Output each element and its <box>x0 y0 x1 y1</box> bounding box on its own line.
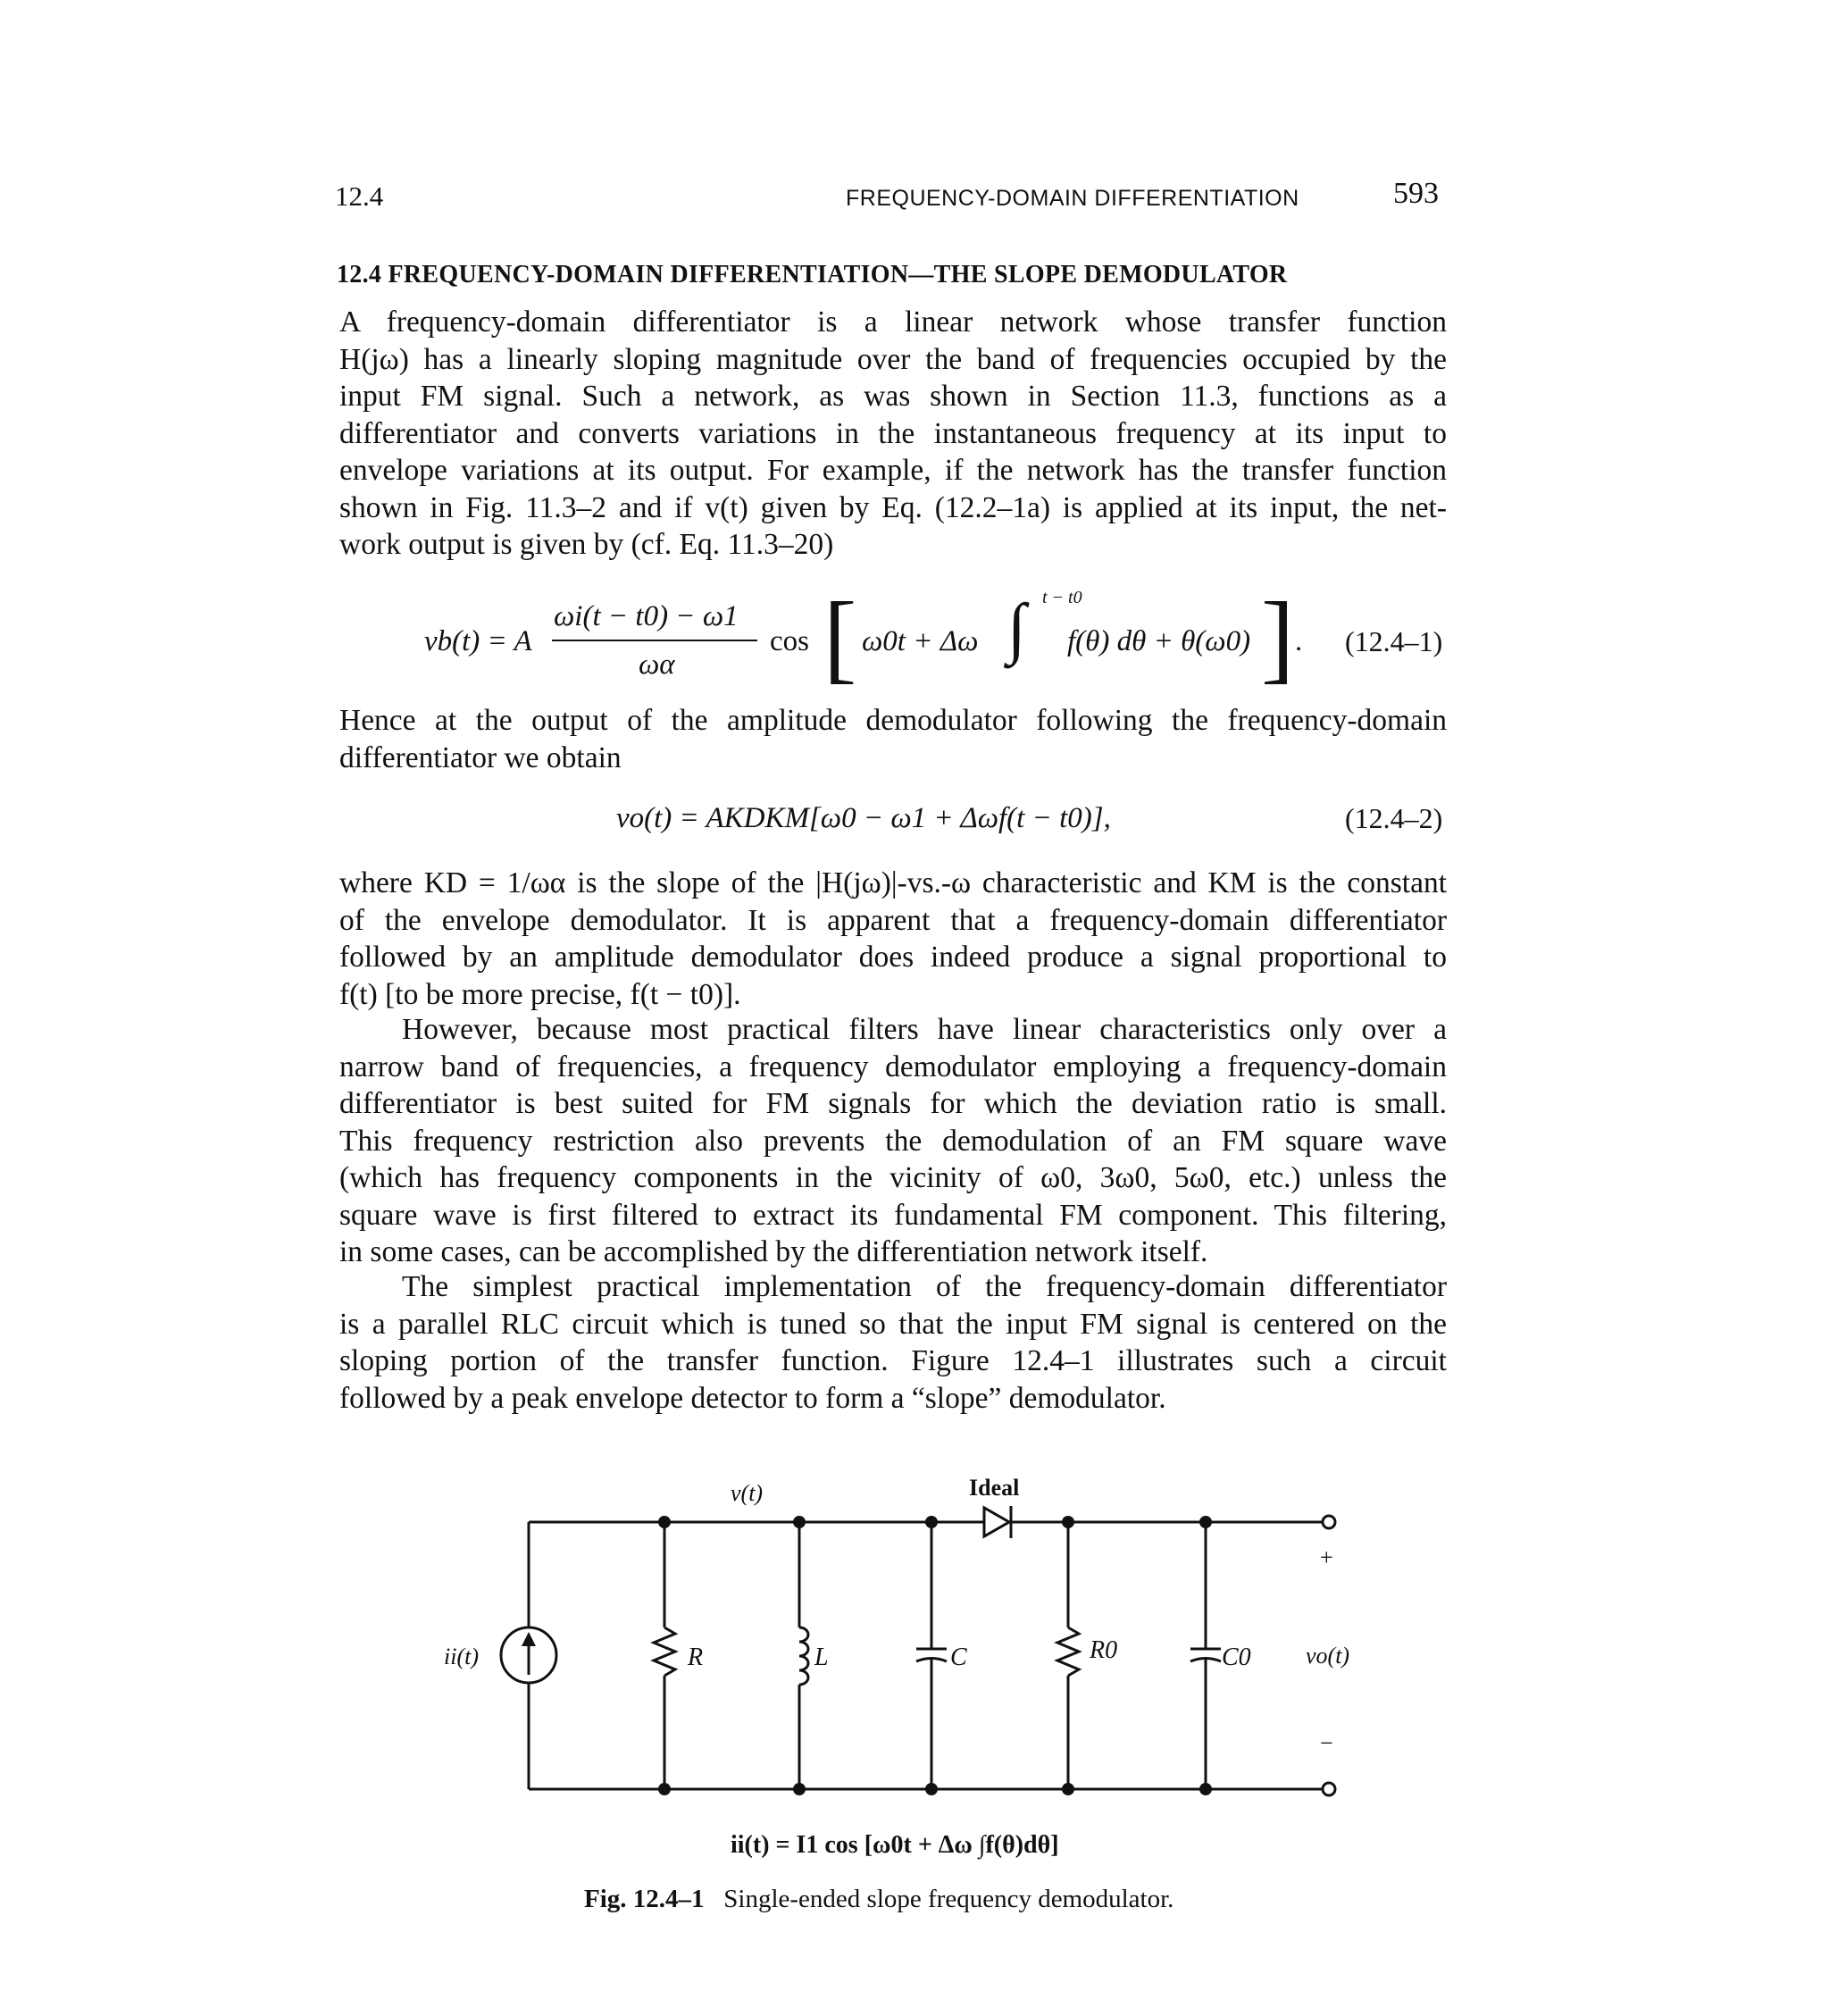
text-line: shown in Fig. 11.3–2 and if v(t) given by Eq. (12.2–1a) is applied at its input, the net- <box>339 490 1447 524</box>
inductor-l <box>799 1627 808 1685</box>
junction-dot <box>793 1783 806 1795</box>
right-bracket: ] <box>1261 582 1295 693</box>
junction-dot <box>658 1516 671 1528</box>
eq1-numerator: ωi(t − t0) − ω1 <box>554 600 739 632</box>
caption-number: Fig. 12.4–1 <box>584 1885 705 1913</box>
text-line: envelope variations at its output. For example, if the network has the transfer function <box>339 454 1447 487</box>
text-line: Hence at the output of the amplitude demodulator following the frequency-domain <box>339 704 1447 737</box>
section-title: 12.4 FREQUENCY-DOMAIN DIFFERENTIATION—THE SLOPE DEMODULATOR <box>337 261 1288 289</box>
resistor-r0 <box>1057 1627 1079 1676</box>
text-line: followed by a peak envelope detector to form a “slope” demodulator. <box>339 1381 1166 1415</box>
eq2-number: (12.4–2) <box>1345 802 1443 834</box>
label-vo: vo(t) <box>1306 1643 1350 1669</box>
eq1-lhs: vb(t) = A <box>424 625 532 657</box>
junction-dot <box>1199 1516 1212 1528</box>
eq1-integrand: f(θ) dθ + θ(ω0) <box>1067 625 1251 657</box>
source-arrow-head <box>522 1632 536 1646</box>
period: . <box>1295 625 1303 657</box>
label-r0: R0 <box>1090 1636 1118 1664</box>
text-line: H(jω) has a linearly sloping magnitude over the band of frequencies occupied by the <box>339 342 1447 376</box>
output-terminal-bottom <box>1323 1783 1335 1795</box>
text-line: f(t) [to be more precise, f(t − t0)]. <box>339 977 741 1011</box>
text-line: narrow band of frequencies, a frequency demodulator employing a frequency-domain <box>339 1050 1447 1083</box>
left-bracket: [ <box>823 582 857 693</box>
text-line: (which has frequency components in the vicinity of ω0, 3ω0, 5ω0, etc.) unless the <box>339 1161 1447 1194</box>
text-line: in some cases, can be accomplished by the differentiation network itself. <box>339 1235 1208 1268</box>
label-ideal: Ideal <box>969 1475 1020 1501</box>
label-plus: + <box>1320 1544 1333 1570</box>
label-c: C <box>950 1644 967 1671</box>
text-line: followed by an amplitude demodulator does indeed produce a signal proportional to <box>339 941 1447 974</box>
text-line: where KD = 1/ωα is the slope of the |H(jω)|-vs.-ω characteristic and KM is the constant <box>339 866 1447 899</box>
eq1-cos: cos <box>770 625 809 657</box>
junction-dot <box>793 1516 806 1528</box>
junction-dot <box>1199 1783 1212 1795</box>
text-line: is a parallel RLC circuit which is tuned so that the input FM signal is centered on the <box>339 1307 1447 1341</box>
label-c0: C0 <box>1222 1644 1251 1671</box>
page-number: 593 <box>1393 177 1439 210</box>
text-line: A frequency-domain differentiator is a linear network whose transfer function <box>339 305 1447 339</box>
figure-caption <box>584 1885 1173 1914</box>
text-line: differentiator and converts variations in the instantaneous frequency at its input to <box>339 416 1447 450</box>
header-section-number: 12.4 <box>335 180 384 212</box>
running-title: FREQUENCY-DOMAIN DIFFERENTIATION <box>846 186 1299 211</box>
eq1-integral-upper: t − t0 <box>1042 588 1082 607</box>
label-minus: − <box>1320 1730 1333 1756</box>
text-line: differentiator is best suited for FM signals for which the deviation ratio is small. <box>339 1087 1447 1120</box>
label-vt: v(t) <box>731 1480 764 1506</box>
source-equation: ii(t) = I1 cos [ω0t + Δω ∫f(θ)dθ] <box>731 1831 1059 1859</box>
eq1-denominator: ωα <box>639 648 675 681</box>
output-terminal-top <box>1323 1516 1335 1528</box>
eq2-body: vo(t) = AKDKM[ω0 − ω1 + Δωf(t − t0)], <box>616 802 1111 834</box>
label-r: R <box>688 1644 704 1671</box>
text-line: of the envelope demodulator. It is apparent that a frequency-domain differentiator <box>339 903 1447 937</box>
text-line: input FM signal. Such a network, as was shown in Section 11.3, functions as a <box>339 380 1447 413</box>
text-line: differentiator we obtain <box>339 740 622 774</box>
eq1-number: (12.4–1) <box>1345 625 1443 657</box>
junction-dot <box>925 1516 938 1528</box>
junction-dot <box>925 1783 938 1795</box>
resistor-r <box>654 1627 675 1676</box>
text-line: The simplest practical implementation of the frequency-domain differentiator <box>402 1270 1447 1303</box>
junction-dot <box>658 1783 671 1795</box>
label-source: ii(t) <box>444 1644 479 1669</box>
caption-text: Single-ended slope frequency demodulator. <box>723 1885 1174 1913</box>
text-line: This frequency restriction also prevents the demodulation of an FM square wave <box>339 1124 1447 1158</box>
text-line: square wave is first filtered to extract its fundamental FM component. This filtering, <box>339 1198 1447 1232</box>
junction-dot <box>1062 1783 1074 1795</box>
text-line: work output is given by (cf. Eq. 11.3–20) <box>339 528 834 561</box>
integral-sign: ∫ <box>1007 590 1026 665</box>
junction-dot <box>1062 1516 1074 1528</box>
text-line: However, because most practical filters have linear characteristics only over a <box>402 1013 1447 1046</box>
eq1-bracket-body: ω0t + Δω <box>862 625 979 657</box>
text-line: sloping portion of the transfer function. Figure 12.4–1 illustrates such a circuit <box>339 1344 1447 1377</box>
label-l: L <box>814 1644 829 1671</box>
diode-triangle <box>984 1508 1009 1536</box>
